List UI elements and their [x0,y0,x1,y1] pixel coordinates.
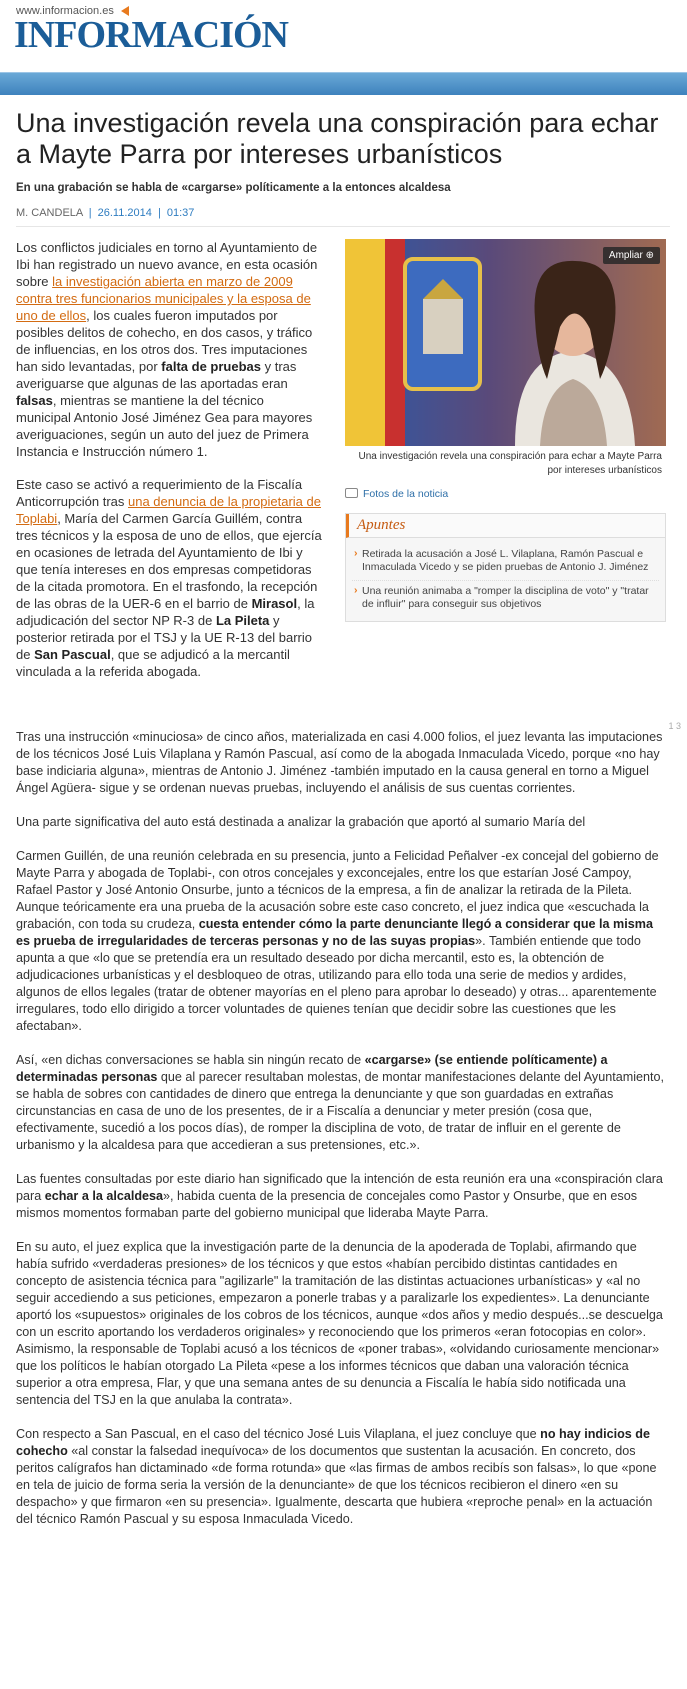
publish-date: 26.11.2014 [97,207,152,219]
complaint-link[interactable]: una denuncia de la propietaria de Toplabi [16,494,321,526]
paragraph: Los conflictos judiciales en torno al Ayuntamiento de Ibi han registrado un nuevo avance, en esta ocasión sobre la investigación abierta en marzo de 2009 contra tres funcionarios municipales y la esposa de uno de ellos, los cuales fueron imputados por posibles delitos de cohecho, en dos casos, y tráfico de influencias, en los otros dos. Tres imputaciones han sido levantadas, por falta de pruebas y tras averiguarse que algunas de las aportadas eran falsas, mientras se mantiene la del técnico municipal Antonio José Jiménez Gea para mayores averiguaciones, según un auto del juez de Primera Instancia e Instrucción número 1. [16,240,318,459]
byline-separator: | [88,207,92,219]
photo-image [345,239,666,446]
paragraph: Una parte significativa del auto está destinada a analizar la grabación que aportó al sumario María del [16,815,586,829]
apuntes-box [345,513,666,622]
byline [16,207,671,219]
headline: Una investigación revela una conspiración para echar a Mayte Parra por intereses urbanísticos [16,108,659,169]
intro-column [16,239,322,696]
investigation-link[interactable]: la investigación abierta en marzo de 2009 contra tres funcionarios municipales y la esposa de uno de ellos [16,274,311,323]
apuntes-item[interactable]: › Retirada la acusación a José L. Vilaplana, Ramón Pascual e Inmaculada Vicedo y se piden pruebas de Antonio J. Jiménez [352,544,659,581]
paragraph: Así, «en dichas conversaciones se habla sin ningún recato de «cargarse» (se entiende políticamente) a determinadas personas que al parecer resultaban molestas, de montar manifestaciones delante del Ayuntamiento, se habla de sobres con cantidades de dinero que entrega la denunciante y que son guardadas en extrañas circunstancias en casa de uno de los presentes, de ir a Fiscalía a denunciar y meter presión (cosa que, efectivamente, sucedió a los pocos días), de romper la disciplina de voto, de tratar de influir en el gerente de urbanismo y la alcaldesa para que accedieran a sus pretensiones, etc.». [16,1053,665,1152]
article [0,95,687,1528]
masthead [0,0,687,72]
author: M. CANDELA [16,207,83,219]
photos-link[interactable]: Fotos de la noticia [345,488,666,500]
camera-icon [345,488,358,498]
apuntes-list [346,538,665,621]
paragraph: Carmen Guillén, de una reunión celebrada en su presencia, junto a Felicidad Peñalver -ex concejal del gobierno de Mayte Parra y abogada de Toplabi-, con otros concejales y exconcejales, entre los que estarían José Campoy, Rafael Pastor y José Antonio Onsurbe, junto a técnicos de la empresa, a fin de analizar la retirada de la Pileta. Aunque teóricamente era una prueba de la acusación sobre este caso concreto, el juez indica que «escuchada la grabación, con toda su crudeza, cuesta entender cómo la parte denunciante llegó a considerar que la misma es prueba de irregularidades de terceras personas y no de las suyas propias». También entiende que todo apunta a que «lo que se pretendía era un resultado deseado por dicha mercantil, esto es, la obtención de adjudicaciones urbanísticas y el desbloqueo de otras, utilizando para ello toda una serie de medios y ardides, algunos de ellos legales (tratar de obtener mayorías en el pleno para aprobar lo deseado) y otras... aparentemente irregulares, todo ello dirigido a torcer voluntades de quienes tenían que decidir sobre las cuestiones que les afectaban». [16,849,659,1033]
byline-separator: | [157,207,161,219]
apuntes-title: Apuntes [346,514,665,538]
photo-caption: Una investigación revela una conspiración para echar a Mayte Parra por intereses urbanísticos [358,451,662,476]
divider [16,226,670,227]
apuntes-item[interactable]: › Una reunión animaba a "romper la disciplina de voto" y "tratar de influir" para conseguir sus objetivos [352,581,659,617]
news-photo[interactable] [345,239,666,446]
paragraph: Tras una instrucción «minuciosa» de cinco años, materializada en casi 4.000 folios, el juez levanta las imputaciones de los técnicos José Luis Vilaplana y Ramón Pascual, así como de la abogada Inmaculada Vicedo, porque «no hay base indiciaria alguna», mientras de Antonio J. Jiménez -también imputado en la causa general en torno a Miguel Ángel Agüera- sigue y se ordenan nuevas pruebas, incluyendo el análisis de sus cuentas corrientes. [16,730,663,795]
paragraph: Este caso se activó a requerimiento de la Fiscalía Anticorrupción tras una denuncia de la propietaria de Toplabi, María del Carmen García Guillém, contra tres técnicos y la esposa de uno de ellos, que ejercía en ocasiones de letrada del Ayuntamiento de Ibi y que tenía intereses en dos empresas competidoras de la citada promotora. En el trasfondo, la recepción de las obras de la UER-6 en el barrio de Mirasol, la adjudicación del sector NP R-3 de La Pileta y posterior retirada por el TSJ y la UE R-13 del barrio de San Pascual, que se adjudicó a la mercantil vinculada a la referida abogada. [16,477,322,679]
article-top [16,239,671,729]
margin-mark: 1 3 [668,721,681,731]
publish-time: 01:37 [166,207,195,219]
subtitle: En una grabación se habla de «cargarse» políticamente a la entonces alcaldesa [16,182,451,194]
paragraph: En su auto, el juez explica que la investigación parte de la denuncia de la apoderada de Toplabi, afirmando que había sufrido «verdaderas presiones» de los técnicos y que estos «habían percibido distintas cantidades en concepto de asistencia técnica para "agilizarle" la tramitación de las distintas actuaciones urbanísticas» y «al no seguir accediendo a sus peticiones, empezaron a ponerle trabas y a paralizarle los expedientes». La denunciante aportó los «supuestos» originales de los cobros de los técnicos, aunque «dos años y medio después...se descuelga con un escrito aportando los verdaderos originales» y reconociendo que los primeros «eran fotocopias en color». Asimismo, la responsable de Toplabi acusó a los técnicos de «poner trabas», «olvidando curiosamente mencionar» que los políticos le habían otorgado La Pileta «pese a los informes técnicos que daban una valoración técnica superior a otra empresa, Flar, y que una semana antes de su denuncia a Fiscalía le había sido notificada una sentencia del TSJ en la que anulaba la contrata». [16,1240,663,1407]
magnifier-icon: ⊕ [645,250,654,261]
site-logo[interactable]: INFORMACIÓN [14,14,288,56]
paragraph: Con respecto a San Pascual, en el caso del técnico José Luis Vilaplana, el juez concluye que no hay indicios de cohecho «al constar la falsedad inequívoca» de los documentos que sustentan la acusación. En concreto, dos peritos calígrafos han dictaminado «de forma rotunda» que «las firmas de ambos recibís son falsas», lo que «pone en tela de juicio de forma seria la versión de la denunciante» de que los técnicos recibieron el dinero «en su despacho» y que firmaron «en su presencia». Igualmente, descarta que hubiera «reproche penal» en la actuación del técnico Ramón Pascual y su esposa Inmaculada Vicedo. [16,1427,657,1526]
sidebar [345,239,666,622]
nav-bar [0,72,687,95]
paragraph: Las fuentes consultadas por este diario han significado que la intención de esta reunión era una «conspiración clara para echar a la alcaldesa», habida cuenta de la presencia de concejales como Pastor y Onsurbe, que en esos mismos momentos formaban parte del gobierno municipal que lideraba Mayte Parra. [16,1172,663,1220]
site-url[interactable]: www.informacion.es [16,5,114,17]
article-body [16,729,670,1528]
zoom-button[interactable]: Ampliar ⊕ [603,247,660,264]
